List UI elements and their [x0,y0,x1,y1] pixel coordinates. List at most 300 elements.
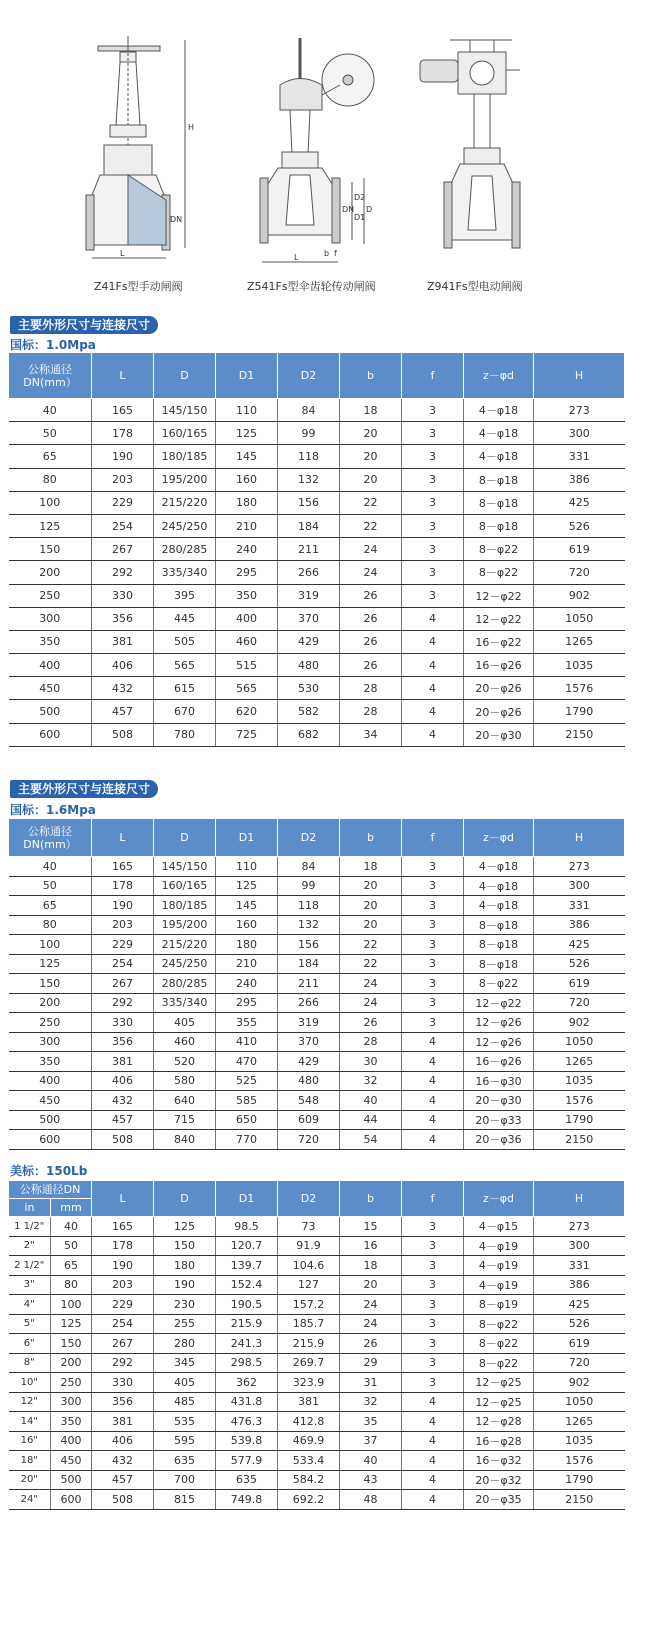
table-cell: 280/285 [154,974,216,994]
table-2-body [9,857,625,1150]
table-cell: 215/220 [154,491,216,514]
table-cell: 500 [9,700,92,723]
table-row [9,1392,625,1412]
col-header-D1: D1 [216,1181,278,1217]
table-cell: 20－φ36 [464,1130,534,1150]
table-cell: 3 [402,1275,464,1295]
table-cell: 356 [92,1032,154,1052]
col-header-bolts: z－φd [464,353,534,399]
table-cell: 4－φ18 [464,422,534,445]
table-cell: 80 [9,915,92,935]
table-cell: 4 [402,1071,464,1091]
table-cell: 8－φ19 [464,1295,534,1315]
table-cell: 16－φ28 [464,1431,534,1451]
table-cell: 515 [216,654,278,677]
table-cell: 4 [402,654,464,677]
table-cell: 180 [216,935,278,955]
table-cell: 8－φ22 [464,1314,534,1334]
table-cell: 480 [278,654,340,677]
table-cell: 29 [340,1353,402,1373]
table-cell: 635 [216,1470,278,1490]
col-header-D2: D2 [278,1181,340,1217]
col-header-D2: D2 [278,353,340,399]
table-cell: 4－φ19 [464,1275,534,1295]
table-cell: 160/165 [154,422,216,445]
table-cell: 298.5 [216,1353,278,1373]
table-cell: 215/220 [154,935,216,955]
table-cell: 26 [340,1013,402,1033]
table-cell: 457 [92,700,154,723]
table-cell: 104.6 [278,1256,340,1276]
dimension-table-3 [8,1180,625,1510]
table-cell: 319 [278,584,340,607]
col-header-b: b [340,1181,402,1217]
table-cell: 28 [340,700,402,723]
table-cell: 580 [154,1071,216,1091]
table-row [9,1451,625,1471]
table-cell: 460 [216,630,278,653]
table-cell: 425 [534,1295,625,1315]
table-cell: 12－φ28 [464,1412,534,1432]
table-cell: 429 [278,1052,340,1072]
table-cell: 720 [278,1130,340,1150]
table-cell: 150 [9,974,92,994]
table-cell: 3 [402,1256,464,1276]
table-cell: 815 [154,1490,216,1510]
table-cell: 485 [154,1392,216,1412]
col-header-bolts: z－φd [464,819,534,857]
table-cell: 619 [534,1334,625,1354]
table-row [9,1256,625,1276]
table-cell: 28 [340,1032,402,1052]
table-cell: 432 [92,1451,154,1471]
table-cell: 280/285 [154,538,216,561]
table-cell: 1050 [534,1032,625,1052]
table-cell: 902 [534,1373,625,1393]
table-cell: 3 [402,584,464,607]
table-cell: 145 [216,445,278,468]
table-cell: 240 [216,974,278,994]
table-row [9,1314,625,1334]
table-cell: 180 [216,491,278,514]
table-cell: 145/150 [154,399,216,422]
table-cell: 460 [154,1032,216,1052]
table-cell: 539.8 [216,1431,278,1451]
table-row [9,1412,625,1432]
table-cell: 412.8 [278,1412,340,1432]
table-cell: 190 [92,445,154,468]
table-cell: 619 [534,538,625,561]
table-cell: 330 [92,1373,154,1393]
table-cell: 500 [9,1110,92,1130]
table-cell: 203 [92,915,154,935]
table-row [9,607,625,630]
table-cell: 267 [92,974,154,994]
table-cell: 335/340 [154,993,216,1013]
table-cell: 120.7 [216,1236,278,1256]
table-cell: 20－φ26 [464,677,534,700]
table-row [9,561,625,584]
table-cell: 3 [402,896,464,916]
table-1-body [9,399,625,747]
table-cell: 150 [51,1334,92,1354]
table-cell: 12－φ22 [464,607,534,630]
table-cell: 267 [92,538,154,561]
table-cell: 3 [402,399,464,422]
table-cell: 370 [278,607,340,630]
table-cell: 229 [92,935,154,955]
table-cell: 20 [340,876,402,896]
table-cell: 526 [534,1314,625,1334]
table-cell: 18 [340,399,402,422]
table-cell: 505 [154,630,216,653]
col-header-dn-group: 公称通径DN [9,1181,92,1199]
table-cell: 118 [278,896,340,916]
table-cell: 160 [216,915,278,935]
table-cell: 16－φ32 [464,1451,534,1471]
table-cell: 180 [154,1256,216,1276]
table-row [9,1275,625,1295]
table-cell: 178 [92,1236,154,1256]
table-cell: 3 [402,561,464,584]
table-cell: 1050 [534,1392,625,1412]
table-cell: 585 [216,1091,278,1111]
table-cell: 619 [534,974,625,994]
table-cell: 715 [154,1110,216,1130]
table-cell: 16" [9,1431,51,1451]
table-cell: 165 [92,1217,154,1237]
table-cell: 22 [340,935,402,955]
table-cell: 577.9 [216,1451,278,1471]
table-cell: 8－φ22 [464,538,534,561]
table-cell: 125 [216,876,278,896]
table-cell: 14" [9,1412,51,1432]
table-row [9,1470,625,1490]
table-cell: 410 [216,1032,278,1052]
table-cell: 3 [402,974,464,994]
table-cell: 20 [340,1275,402,1295]
table-cell: 1790 [534,1470,625,1490]
table-cell: 457 [92,1470,154,1490]
table-cell: 118 [278,445,340,468]
table-row [9,491,625,514]
table-cell: 20－φ33 [464,1110,534,1130]
table-cell: 3 [402,1013,464,1033]
table-cell: 178 [92,876,154,896]
table-cell: 450 [9,1091,92,1111]
bevel-gear-gate-valve-drawing [260,38,374,262]
table-cell: 300 [9,607,92,630]
table-cell: 32 [340,1071,402,1091]
table-cell: 266 [278,993,340,1013]
table-cell: 211 [278,974,340,994]
col-header-mm: mm [51,1199,92,1217]
table-cell: 20－φ26 [464,700,534,723]
table-row [9,1353,625,1373]
table-cell: 500 [51,1470,92,1490]
table-cell: 350 [51,1412,92,1432]
table-cell: 132 [278,468,340,491]
table-cell: 323.9 [278,1373,340,1393]
table-cell: 125 [154,1217,216,1237]
table-cell: 8－φ22 [464,974,534,994]
table-cell: 620 [216,700,278,723]
table-cell: 250 [9,1013,92,1033]
table-cell: 8－φ22 [464,561,534,584]
table-cell: 4 [402,1392,464,1412]
table-cell: 145 [216,896,278,916]
col-header-b: b [340,353,402,399]
table-cell: 245/250 [154,954,216,974]
table-cell: 720 [534,1353,625,1373]
table-cell: 132 [278,915,340,935]
table-cell: 190 [92,896,154,916]
dim-DN-label: DN [170,215,183,224]
table-row [9,935,625,955]
table-cell: 8－φ18 [464,954,534,974]
table-cell: 300 [51,1392,92,1412]
table-cell: 3 [402,1373,464,1393]
col-header-in: in [9,1199,51,1217]
table-cell: 3 [402,876,464,896]
col-header-D2: D2 [278,819,340,857]
table-cell: 1576 [534,1091,625,1111]
table-cell: 20－φ30 [464,1091,534,1111]
table-cell: 4－φ18 [464,857,534,877]
table-cell: 1050 [534,607,625,630]
table-cell: 20 [340,468,402,491]
table-cell: 157.2 [278,1295,340,1315]
table-cell: 650 [216,1110,278,1130]
table-cell: 4－φ18 [464,896,534,916]
table-cell: 230 [154,1295,216,1315]
table-cell: 32 [340,1392,402,1412]
table-cell: 425 [534,935,625,955]
table-cell: 1265 [534,1052,625,1072]
table-cell: 5" [9,1314,51,1334]
table-cell: 395 [154,584,216,607]
table-cell: 345 [154,1353,216,1373]
table-cell: 508 [92,1490,154,1510]
table-cell: 229 [92,1295,154,1315]
table-cell: 16－φ22 [464,630,534,653]
table-cell: 331 [534,1256,625,1276]
table-cell: 266 [278,561,340,584]
table-cell: 692.2 [278,1490,340,1510]
table-cell: 26 [340,630,402,653]
table-cell: 34 [340,723,402,746]
valve-figures [0,0,660,320]
table-cell: 12－φ25 [464,1392,534,1412]
col-header-D: D [154,1181,216,1217]
table-cell: 3 [402,935,464,955]
table-cell: 255 [154,1314,216,1334]
table-cell: 565 [154,654,216,677]
table-cell: 215.9 [278,1334,340,1354]
table-row [9,654,625,677]
table-row [9,514,625,537]
table-cell: 4－φ15 [464,1217,534,1237]
table-cell: 4 [402,1091,464,1111]
table-cell: 319 [278,1013,340,1033]
dim-D-label: D [366,205,373,214]
table-cell: 2150 [534,1490,625,1510]
table-cell: 1576 [534,1451,625,1471]
table-cell: 8－φ18 [464,935,534,955]
table-cell: 2150 [534,723,625,746]
table-cell: 1035 [534,1431,625,1451]
table-cell: 3 [402,954,464,974]
table-cell: 125 [51,1314,92,1334]
dim-DN-label-2: DN [342,205,355,214]
table-cell: 26 [340,607,402,630]
table-cell: 267 [92,1334,154,1354]
table-cell: 26 [340,584,402,607]
table-cell: 254 [92,954,154,974]
table-row [9,445,625,468]
col-header-dn: 公称通径 DN(mm） [9,819,92,857]
col-header-L: L [92,353,154,399]
table-cell: 40 [9,399,92,422]
table-cell: 84 [278,399,340,422]
table-cell: 145/150 [154,857,216,877]
table-cell: 24 [340,1314,402,1334]
col-header-f: f [402,1181,464,1217]
table-cell: 250 [9,584,92,607]
table-cell: 12－φ26 [464,1013,534,1033]
table-cell: 31 [340,1373,402,1393]
table-cell: 469.9 [278,1431,340,1451]
table-cell: 4 [402,1451,464,1471]
table-cell: 530 [278,677,340,700]
table-cell: 431.8 [216,1392,278,1412]
table-cell: 565 [216,677,278,700]
table-cell: 24 [340,1295,402,1315]
table-cell: 44 [340,1110,402,1130]
table-cell: 350 [216,584,278,607]
table-cell: 4 [402,1470,464,1490]
table-cell: 4－φ18 [464,876,534,896]
table-cell: 840 [154,1130,216,1150]
table-cell: 3 [402,445,464,468]
table-cell: 770 [216,1130,278,1150]
table-cell: 16－φ26 [464,1052,534,1072]
table-cell: 22 [340,491,402,514]
table-cell: 211 [278,538,340,561]
table-cell: 3 [402,1334,464,1354]
table-cell: 203 [92,1275,154,1295]
table-3-body [9,1217,625,1510]
col-header-f: f [402,353,464,399]
table-cell: 80 [9,468,92,491]
table-cell: 1035 [534,1071,625,1091]
table-cell: 1576 [534,677,625,700]
table-row [9,422,625,445]
table-cell: 2" [9,1236,51,1256]
table-cell: 425 [534,491,625,514]
table-cell: 3 [402,857,464,877]
table-cell: 335/340 [154,561,216,584]
table-cell: 43 [340,1470,402,1490]
table-cell: 8－φ22 [464,1353,534,1373]
dimension-table-2 [8,818,625,1150]
table-cell: 405 [154,1373,216,1393]
table-cell: 535 [154,1412,216,1432]
table-cell: 355 [216,1013,278,1033]
table-cell: 4 [402,1490,464,1510]
table-row [9,857,625,877]
table-cell: 210 [216,954,278,974]
table-cell: 720 [534,993,625,1013]
table-cell: 445 [154,607,216,630]
table-cell: 457 [92,1110,154,1130]
table-cell: 127 [278,1275,340,1295]
table-cell: 98.5 [216,1217,278,1237]
table-cell: 4 [402,1412,464,1432]
table-cell: 37 [340,1431,402,1451]
standard-label-2: 国标：1.6Mpa [10,803,96,817]
table-cell: 15 [340,1217,402,1237]
table-cell: 682 [278,723,340,746]
table-cell: 386 [534,915,625,935]
table-cell: 4 [402,1032,464,1052]
table-cell: 160/165 [154,876,216,896]
table-cell: 40 [340,1091,402,1111]
table-cell: 1790 [534,700,625,723]
table-cell: 381 [92,1412,154,1432]
table-cell: 8－φ18 [464,915,534,935]
table-cell: 4 [402,1130,464,1150]
table-cell: 381 [92,630,154,653]
table-row [9,1295,625,1315]
table-cell: 16－φ30 [464,1071,534,1091]
table-cell: 381 [278,1392,340,1412]
table-cell: 12－φ26 [464,1032,534,1052]
table-cell: 20 [340,445,402,468]
table-cell: 80 [51,1275,92,1295]
col-header-dn: 公称通径 DN(mm） [9,353,92,399]
table-cell: 720 [534,561,625,584]
table-cell: 3 [402,1314,464,1334]
table-cell: 190.5 [216,1295,278,1315]
table-cell: 18 [340,1256,402,1276]
table-cell: 84 [278,857,340,877]
table-cell: 99 [278,422,340,445]
table-cell: 902 [534,1013,625,1033]
table-cell: 1265 [534,630,625,653]
table-row [9,399,625,422]
table-cell: 156 [278,491,340,514]
dim-D2-label: D2 [354,193,366,202]
table-cell: 700 [154,1470,216,1490]
table-cell: 269.7 [278,1353,340,1373]
table-cell: 480 [278,1071,340,1091]
table-cell: 1790 [534,1110,625,1130]
table-cell: 28 [340,677,402,700]
table-cell: 65 [51,1256,92,1276]
table-cell: 386 [534,468,625,491]
table-cell: 35 [340,1412,402,1432]
table-cell: 3 [402,538,464,561]
table-cell: 26 [340,1334,402,1354]
table-row [9,630,625,653]
table-cell: 165 [92,399,154,422]
table-cell: 362 [216,1373,278,1393]
table-cell: 12－φ25 [464,1373,534,1393]
table-cell: 4 [402,700,464,723]
table-cell: 156 [278,935,340,955]
table-cell: 3 [402,1236,464,1256]
